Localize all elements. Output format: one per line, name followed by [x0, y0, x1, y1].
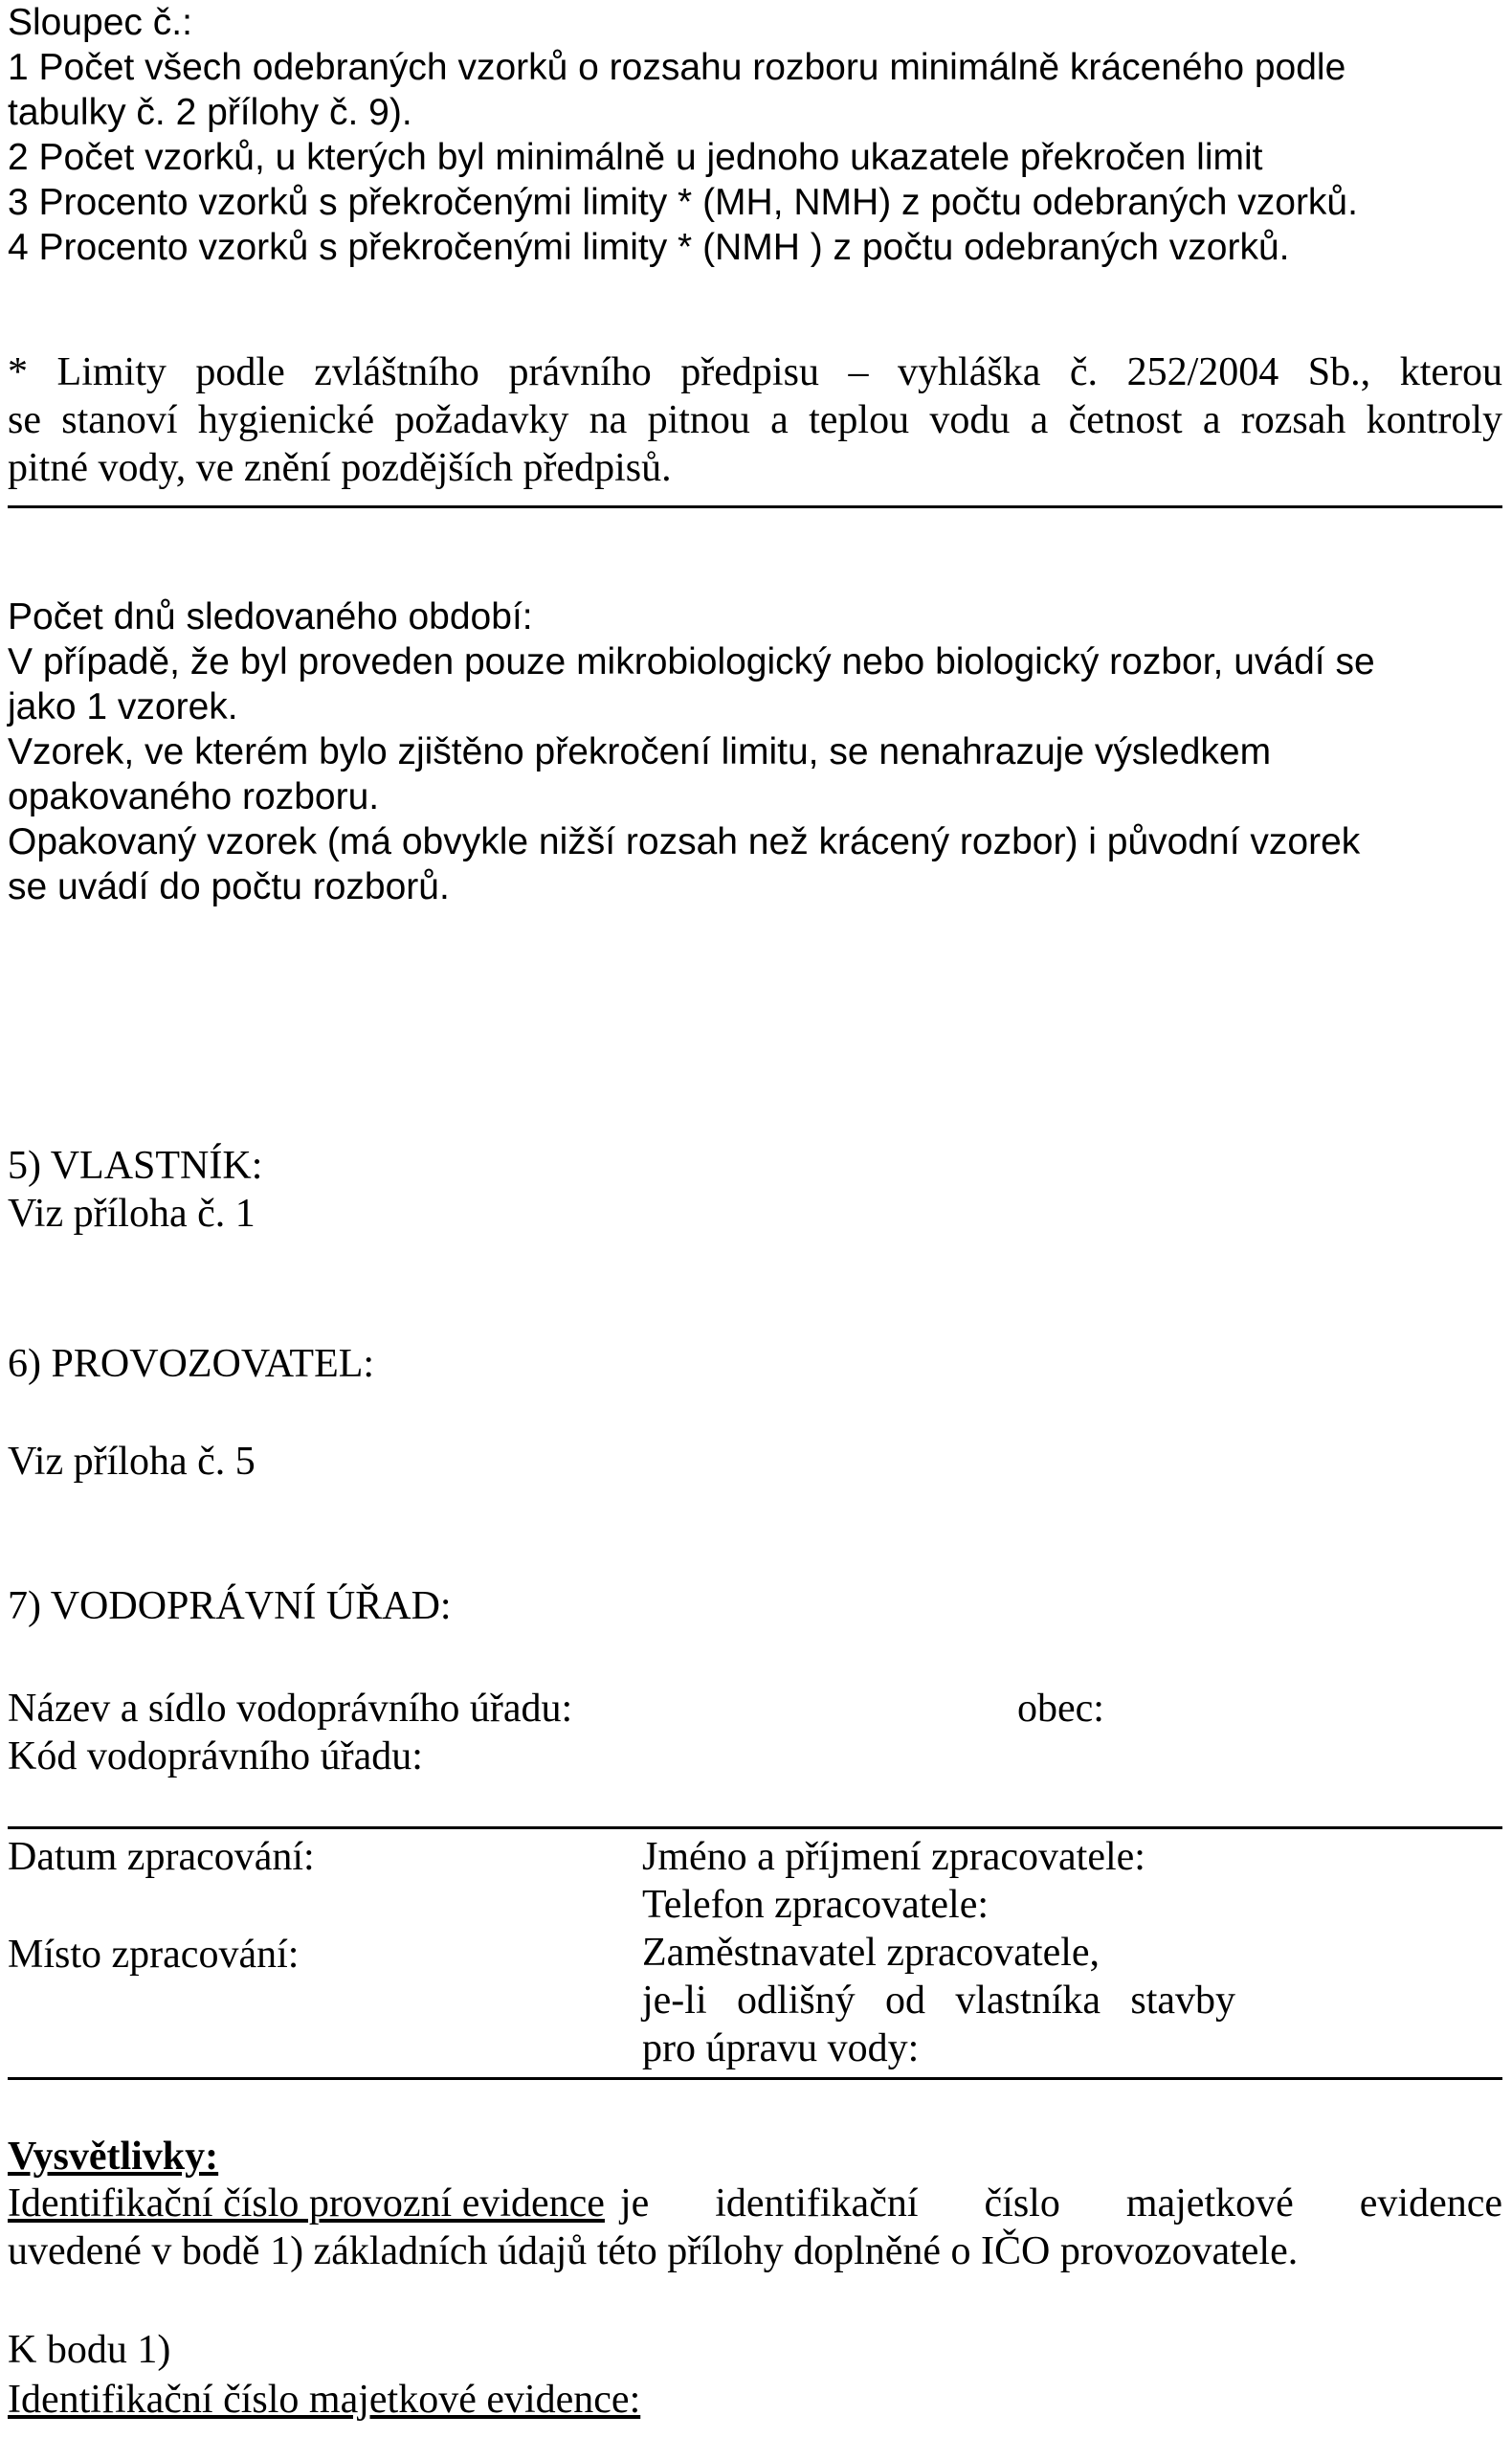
authority-code-label: Kód vodoprávního úřadu: — [8, 1734, 423, 1778]
explanations-line — [8, 2180, 1502, 2227]
column-note-line: 3 Procento vzorků s překročenými limity * (MH, NMH) z počtu odebraných vzorků. — [8, 182, 1358, 223]
column-notes — [8, 0, 1358, 270]
column-note-line: 2 Počet vzorků, u kterých byl minimálně u jednoho ukazatele překročen limit — [8, 137, 1263, 178]
processing-place-label: Místo zpracování: — [8, 1933, 300, 1977]
point-heading: K bodu 1) — [8, 2328, 171, 2372]
authority-name-label: Název a sídlo vodoprávního úřadu: — [8, 1687, 573, 1731]
explanations-heading: Vysvětlivky: — [8, 2135, 219, 2179]
days-note-line: se uvádí do počtu rozborů. — [8, 866, 450, 907]
column-notes-heading: Sloupec č.: — [8, 2, 192, 43]
explanations-line-rest: je identifikační číslo majetkové evidence — [619, 2181, 1502, 2226]
processor-phone-label: Telefon zpracovatele: — [642, 1883, 989, 1927]
processor-employer-label: pro úpravu vody: — [642, 2026, 920, 2070]
processor-details — [642, 1833, 1235, 2072]
processor-employer-label: je-li odlišný od vlastníka stavby — [642, 1979, 1235, 2023]
section-operator-text: Viz příloha č. 5 — [8, 1440, 256, 1484]
processor-name-label: Jméno a příjmení zpracovatele: — [642, 1835, 1145, 1879]
days-note — [8, 594, 1375, 909]
divider — [8, 2077, 1502, 2080]
column-note-line: tabulky č. 2 přílohy č. 9). — [8, 92, 412, 133]
explanations-body — [8, 2180, 1502, 2275]
days-note-heading: Počet dnů sledovaného období: — [8, 596, 533, 637]
section-authority-heading: 7) VODOPRÁVNÍ ÚŘAD: — [8, 1584, 452, 1628]
column-note-line: 4 Procento vzorků s překročenými limity * (NMH ) z počtu odebraných vzorků. — [8, 227, 1290, 268]
section-owner-text: Viz příloha č. 1 — [8, 1192, 256, 1236]
processing-date-label: Datum zpracování: — [8, 1835, 315, 1879]
processor-employer-label: Zaměstnavatel zpracovatele, — [642, 1931, 1101, 1975]
column-note-line: 1 Počet všech odebraných vzorků o rozsahu rozboru minimálně kráceného podle — [8, 47, 1346, 88]
days-note-line: Vzorek, ve kterém bylo zjištěno překročení limitu, se nenahrazuje výsledkem — [8, 731, 1272, 772]
days-note-line: Opakovaný vzorek (má obvykle nižší rozsah než krácený rozbor) i původní vzorek — [8, 821, 1361, 862]
point-term: Identifikační číslo majetkové evidence: — [8, 2378, 641, 2422]
limits-note-line: se stanoví hygienické požadavky na pitnou a teplou vodu a četnost a rozsah kontroly — [8, 398, 1502, 442]
authority-obec-label: obec: — [1017, 1687, 1104, 1731]
section-owner — [8, 1142, 262, 1238]
explanations-line: uvedené v bodě 1) základních údajů této přílohy doplněné o IČO provozovatele. — [8, 2229, 1299, 2273]
section-owner-heading: 5) VLASTNÍK: — [8, 1144, 263, 1188]
divider — [8, 505, 1502, 508]
divider — [8, 1826, 1502, 1829]
days-note-line: opakovaného rozboru. — [8, 776, 380, 817]
limits-note-line: pitné vody, ve znění pozdějších předpisů. — [8, 446, 672, 490]
explanations-term: Identifikační číslo provozní evidence — [8, 2181, 605, 2226]
days-note-line: V případě, že byl proveden pouze mikrobiologický nebo biologický rozbor, uvádí se — [8, 641, 1375, 682]
section-operator-heading: 6) PROVOZOVATEL: — [8, 1342, 375, 1386]
days-note-line: jako 1 vzorek. — [8, 686, 238, 727]
limits-note — [8, 348, 1502, 492]
limits-note-line: * Limity podle zvláštního právního předpisu – vyhláška č. 252/2004 Sb., kterou — [8, 350, 1502, 394]
